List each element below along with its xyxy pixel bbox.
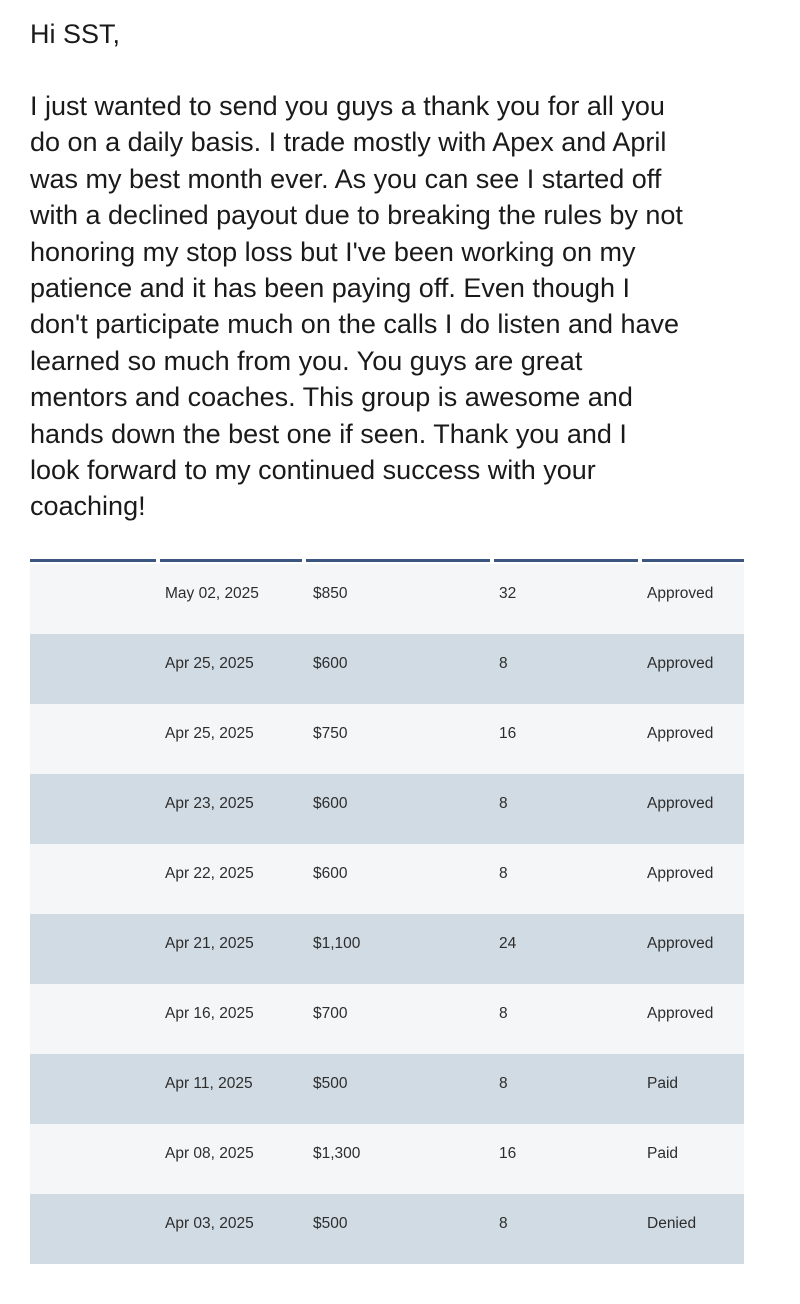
table-row bbox=[30, 1054, 744, 1124]
row-days: 8 bbox=[499, 1005, 508, 1022]
table-row bbox=[30, 1124, 744, 1194]
table-row bbox=[30, 774, 744, 844]
header-divider bbox=[494, 559, 638, 562]
row-date: Apr 03, 2025 bbox=[165, 1215, 254, 1232]
body-line: mentors and coaches. This group is awesome and bbox=[30, 382, 633, 413]
email-body bbox=[30, 88, 790, 525]
row-status: Approved bbox=[647, 865, 714, 882]
row-date: Apr 21, 2025 bbox=[165, 935, 254, 952]
row-date: Apr 16, 2025 bbox=[165, 1005, 254, 1022]
row-status: Paid bbox=[647, 1145, 679, 1162]
row-date: Apr 11, 2025 bbox=[165, 1075, 253, 1092]
header-divider bbox=[30, 559, 156, 562]
row-amount: $1,300 bbox=[313, 1145, 361, 1162]
body-line: look forward to my continued success with your bbox=[30, 455, 596, 486]
payout-table bbox=[30, 559, 744, 1264]
table-row bbox=[30, 704, 744, 774]
header-divider bbox=[642, 559, 744, 562]
row-days: 24 bbox=[499, 935, 517, 952]
header-divider bbox=[306, 559, 490, 562]
row-date: Apr 08, 2025 bbox=[165, 1145, 254, 1162]
row-date: May 02, 2025 bbox=[165, 585, 259, 602]
body-line: learned so much from you. You guys are great bbox=[30, 345, 583, 376]
row-date: Apr 22, 2025 bbox=[165, 865, 254, 882]
body-line: do on a daily basis. I trade mostly with Apex and April bbox=[30, 127, 667, 158]
row-amount: $600 bbox=[313, 865, 348, 882]
row-amount: $600 bbox=[313, 795, 348, 812]
row-days: 8 bbox=[499, 1215, 508, 1232]
body-line: honoring my stop loss but I've been working on my bbox=[30, 236, 636, 267]
row-date: Apr 25, 2025 bbox=[165, 655, 254, 672]
table-row bbox=[30, 634, 744, 704]
row-days: 16 bbox=[499, 1145, 517, 1162]
row-days: 32 bbox=[499, 585, 517, 602]
table-row bbox=[30, 564, 744, 634]
table-row bbox=[30, 984, 744, 1054]
body-line: don't participate much on the calls I do listen and have bbox=[30, 309, 680, 340]
body-line: I just wanted to send you guys a thank you for all you bbox=[30, 91, 665, 121]
row-status: Paid bbox=[647, 1075, 679, 1092]
table-row bbox=[30, 844, 744, 914]
row-status: Approved bbox=[647, 795, 714, 812]
row-amount: $500 bbox=[313, 1075, 348, 1092]
body-line: hands down the best one if seen. Thank you and I bbox=[30, 418, 627, 449]
body-line: patience and it has been paying off. Even though I bbox=[30, 273, 630, 304]
row-date: Apr 23, 2025 bbox=[165, 795, 254, 812]
body-line: was my best month ever. As you can see I started off bbox=[30, 163, 662, 194]
row-amount: $750 bbox=[313, 725, 348, 742]
body-line: with a declined payout due to breaking the rules by not bbox=[30, 200, 683, 231]
row-amount: $850 bbox=[313, 585, 348, 602]
row-amount: $700 bbox=[313, 1005, 348, 1022]
row-status: Denied bbox=[647, 1215, 697, 1232]
row-days: 8 bbox=[499, 795, 508, 812]
body-line: coaching! bbox=[30, 491, 146, 522]
table-row bbox=[30, 914, 744, 984]
row-status: Approved bbox=[647, 725, 714, 742]
row-days: 8 bbox=[499, 1075, 508, 1092]
row-date: Apr 25, 2025 bbox=[165, 725, 254, 742]
row-status: Approved bbox=[647, 585, 714, 602]
row-amount: $600 bbox=[313, 655, 348, 672]
row-amount: $500 bbox=[313, 1215, 348, 1232]
row-amount: $1,100 bbox=[313, 935, 361, 952]
row-days: 16 bbox=[499, 725, 517, 742]
header-divider bbox=[160, 559, 302, 562]
row-status: Approved bbox=[647, 935, 714, 952]
row-days: 8 bbox=[499, 655, 508, 672]
row-status: Approved bbox=[647, 655, 714, 672]
row-days: 8 bbox=[499, 865, 508, 882]
table-row bbox=[30, 1194, 744, 1264]
table-body bbox=[30, 564, 744, 1264]
email-greeting: Hi SST, bbox=[30, 19, 121, 49]
row-status: Approved bbox=[647, 1005, 714, 1022]
